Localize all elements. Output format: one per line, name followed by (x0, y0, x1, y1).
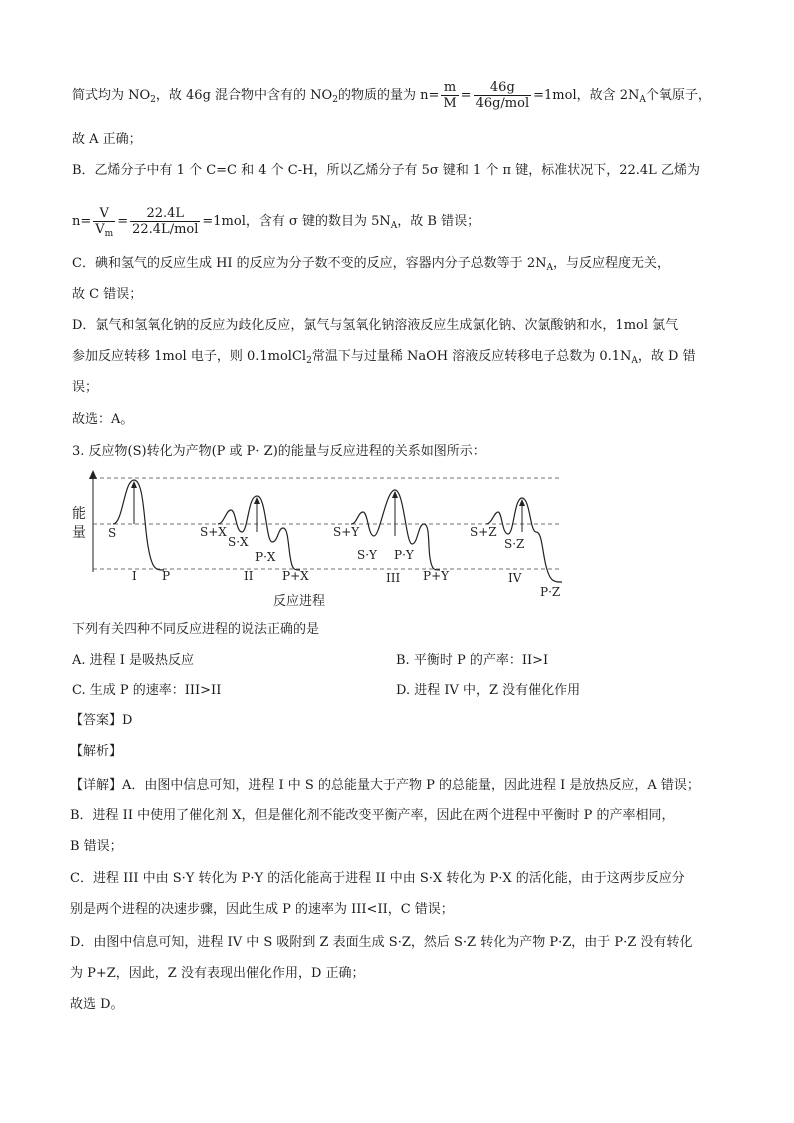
answer-line (70, 713, 132, 729)
fraction-numerator: 22.4L (130, 206, 200, 222)
question-prompt: 下列有关四种不同反应进程的说法正确的是 (72, 622, 320, 637)
text: C．碘和氢气的反应生成 HI 的反应为分子数不变的反应，容器内分子总数等于 2N (72, 256, 547, 271)
label-P-dot-Z: P·Z (540, 585, 561, 599)
option-D: D. 进程 IV 中，Z 没有催化作用 (396, 683, 581, 698)
analysis-line: B．进程 II 中使用了催化剂 X，但是催化剂不能改变平衡产率，因此在两个进程中平衡时 P 的产率相同， (70, 808, 675, 823)
text: ，与反应程度无关， (552, 256, 670, 271)
fraction-V-over-Vm (93, 206, 115, 237)
label-S: S (108, 526, 117, 540)
fraction-22-4L (130, 206, 200, 237)
label-I: I (132, 569, 137, 583)
fraction-denominator: 46g/mol (475, 96, 530, 111)
answer-value: D (122, 713, 133, 728)
energy-diagram (68, 466, 578, 610)
text: 简式均为 NO (72, 88, 151, 103)
label-III: III (386, 571, 401, 585)
text: ，故 B 错误； (397, 214, 481, 229)
text-line: B．乙烯分子中有 1 个 C=C 和 4 个 C-H，所以乙烯分子有 5σ 键和 1 个 π 键，标准状况下，22.4L 乙烯为 (72, 163, 700, 178)
text: =1mol，故含 2N (533, 88, 640, 103)
text-line: 误； (72, 380, 99, 395)
question-stem: 3. 反应物(S)转化为产物(P 或 P· Z)的能量与反应进程的关系如图所示： (72, 444, 486, 459)
text: ，故 46g 混合物中含有的 NO (155, 88, 333, 103)
subscript: A (639, 95, 646, 105)
label-S-plus-Z: S+Z (470, 525, 497, 539)
label-S-plus-X: S+X (200, 525, 227, 539)
x-axis-label: 反应进程 (273, 594, 326, 609)
text-line: 故 C 错误； (72, 287, 143, 302)
analysis-line: 故选 D。 (70, 997, 124, 1012)
text-line-p4 (72, 349, 696, 365)
text: = (460, 88, 472, 103)
y-axis-label-bottom: 量 (72, 525, 86, 541)
subscript: A (631, 356, 638, 366)
analysis-label: 【解析】 (70, 744, 123, 759)
text-line: 故 A 正确； (72, 132, 142, 147)
subscript: 2 (150, 95, 156, 105)
label-IV: IV (508, 571, 522, 585)
analysis-line: 【详解】A．由图中信息可知，进程 I 中 S 的总能量大于产物 P 的总能量，因此进程 I 是放热反应，A 错误； (70, 778, 700, 793)
fraction-numerator: V (93, 206, 115, 222)
option-C: C. 生成 P 的速率：III>II (72, 683, 222, 698)
analysis-line: B 错误； (70, 839, 123, 854)
fraction-denominator: M (443, 96, 457, 111)
fraction-m-over-M (441, 80, 458, 111)
text-line: D．氯气和氢氧化钠的反应为歧化反应，氯气与氢氧化钠溶液反应生成氯化钠、次氯酸钠和水，1mol 氯气 (72, 318, 679, 333)
subscript: A (390, 221, 398, 231)
label-S-dot-Y: S·Y (357, 548, 377, 562)
text: 参加反应转移 1mol 电子，则 0.1molCl (72, 349, 307, 364)
fraction-numerator: 46g (474, 80, 532, 96)
label-S-plus-Y: S+Y (333, 525, 360, 539)
fraction-denominator (93, 222, 115, 237)
text: n= (72, 214, 92, 229)
text: V (95, 222, 105, 237)
analysis-line: 为 P+Z，因此，Z 没有表现出催化作用，D 正确； (70, 966, 365, 981)
option-A: A. 进程 I 是吸热反应 (72, 653, 195, 668)
subscript: 2 (306, 356, 312, 366)
answer-label: 【答案】 (70, 713, 123, 728)
label-S-dot-X: S·X (228, 535, 249, 549)
analysis-line: C．进程 III 中由 S·Y 转化为 P·Y 的活化能高于进程 II 中由 S·X 转化为 P·X 的活化能，由于这两步反应分 (70, 871, 685, 886)
text: 的物质的量为 n= (337, 88, 440, 103)
y-axis (89, 470, 97, 572)
text: ，故 D 错 (637, 349, 696, 364)
text: 个氧原子， (645, 88, 711, 103)
subscript: A (546, 263, 553, 273)
text-line: 故选：A。 (72, 412, 134, 427)
y-axis-label-top: 能 (72, 506, 86, 522)
text: = (117, 214, 129, 229)
fraction-46g (474, 80, 532, 111)
subscript: 2 (332, 95, 338, 105)
analysis-line: D．由图中信息可知，进程 IV 中 S 吸附到 Z 表面生成 S·Z，然后 S·Z 转化为产物 P·Z，由于 P·Z 没有转化 (70, 935, 693, 950)
fraction-numerator: m (441, 80, 458, 96)
option-B: B. 平衡时 P 的产率：II>I (396, 653, 549, 668)
text-line-p2-formula (72, 206, 480, 237)
label-II: II (244, 569, 254, 583)
subscript: m (104, 229, 114, 239)
text-line-p3 (72, 256, 670, 272)
fraction-denominator: 22.4L/mol (132, 222, 199, 237)
label-P-plus-X: P+X (282, 569, 309, 583)
analysis-line: 别是两个进程的决速步骤，因此生成 P 的速率为 III<II，C 错误； (70, 902, 454, 917)
label-P: P (162, 569, 171, 583)
text: =1mol，含有 σ 键的数目为 5N (202, 214, 391, 229)
label-P-dot-X: P·X (255, 550, 276, 564)
text: 常温下与过量稀 NaOH 溶液反应转移电子总数为 0.1N (311, 349, 632, 364)
text-line-p1 (72, 80, 711, 111)
label-P-dot-Y: P·Y (394, 548, 414, 562)
label-S-dot-Z: S·Z (504, 537, 525, 551)
curve-I (113, 480, 164, 570)
label-P-plus-Y: P+Y (423, 569, 450, 583)
